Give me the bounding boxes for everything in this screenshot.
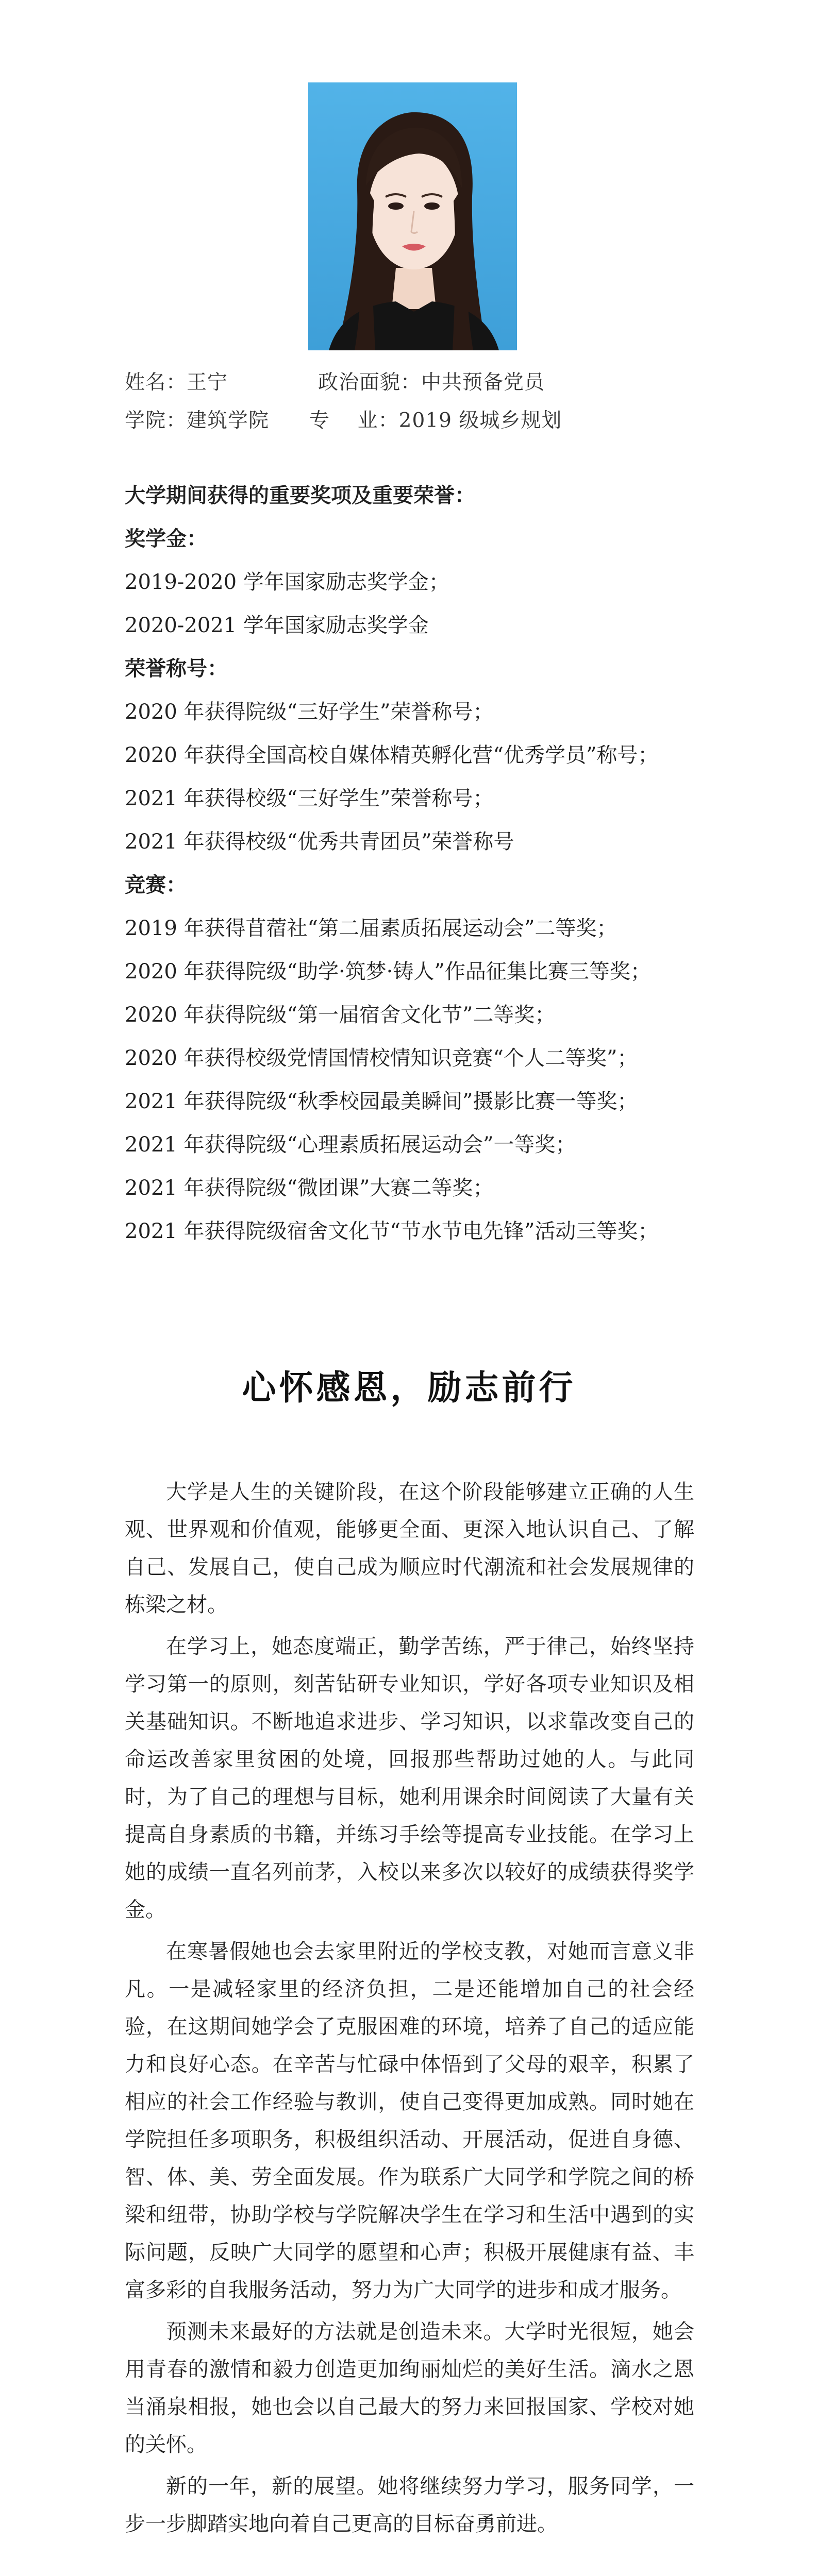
honor-item: 2020 年获得院级“三好学生”荣誉称号； xyxy=(125,700,494,724)
honor-item: 2021 年获得校级“优秀共青团员”荣誉称号 xyxy=(125,830,514,854)
honor-heading: 荣誉称号： xyxy=(125,656,228,681)
competition-item: 2020 年获得院级“第一届宿舍文化节”二等奖； xyxy=(125,1003,556,1027)
competition-item: 2020 年获得校级党情国情校情知识竞赛“个人二等奖”； xyxy=(125,1046,638,1070)
article-body xyxy=(125,1473,694,2547)
college-value: 建筑学院 xyxy=(187,409,270,432)
article-paragraph: 在寒暑假她也会去家里附近的学校支教，对她而言意义非凡。一是减轻家里的经济负担，二是还能增加自己的社会经验，在这期间她学会了克服困难的环境，培养了自己的适应能力和良好心态。在辛苦与忙碌中体悟到了父母的艰辛，积累了相应的社会工作经验与教训，使自己变得更加成熟。同时她在学院担任多项职务，积极组织活动、开展活动，促进自身德、智、体、美、劳全面发展。作为联系广大同学和学院之间的桥梁和纽带，协助学校与学院解决学生在学习和生活中遇到的实际问题，反映广大同学的愿望和心声；积极开展健康有益、丰富多彩的自我服务活动，努力为广大同学的进步和成才服务。 xyxy=(125,1940,694,2302)
article-paragraph: 在学习上，她态度端正，勤学苦练，严于律己，始终坚持学习第一的原则，刻苦钻研专业知识，学好各项专业知识及相关基础知识。不断地追求进步、学习知识，以求靠改变自己的命运改善家里贫困的处境，回报那些帮助过她的人。与此同时，为了自己的理想与目标，她利用课余时间阅读了大量有关提高自身素质的书籍，并练习手绘等提高专业技能。在学习上她的成绩一直名列前茅，入校以来多次以较好的成绩获得奖学金。 xyxy=(125,1635,694,1922)
awards-section xyxy=(125,474,702,1253)
article-title: 心怀感恩，励志前行 xyxy=(242,1367,576,1408)
honor-item: 2020 年获得全国高校自媒体精英孵化营“优秀学员”称号； xyxy=(125,743,659,767)
scholarship-heading: 奖学金： xyxy=(125,527,207,551)
article-paragraph: 新的一年，新的展望。她将继续努力学习，服务同学，一步一步脚踏实地向着自己更高的目标奋勇前进。 xyxy=(125,2475,694,2536)
competition-item: 2021 年获得院级“心理素质拓展运动会”一等奖； xyxy=(125,1133,576,1157)
name-label: 姓名： xyxy=(125,371,187,394)
awards-title: 大学期间获得的重要奖项及重要荣誉： xyxy=(125,483,475,507)
scholarship-item: 2019-2020 学年国家励志奖学金； xyxy=(125,570,449,594)
scholarship-item: 2020-2021 学年国家励志奖学金 xyxy=(125,614,429,637)
competition-item: 2019 年获得苜蓿社“第二届素质拓展运动会”二等奖； xyxy=(125,917,617,940)
competition-item: 2021 年获得院级“秋季校园最美瞬间”摄影比赛一等奖； xyxy=(125,1090,638,1113)
competition-heading: 竞赛： xyxy=(125,873,187,897)
honor-item: 2021 年获得校级“三好学生”荣誉称号； xyxy=(125,787,494,810)
portrait-photo xyxy=(308,82,517,350)
competition-item: 2021 年获得院级“微团课”大赛二等奖； xyxy=(125,1176,494,1200)
article-paragraph: 大学是人生的关键阶段，在这个阶段能够建立正确的人生观、世界观和价值观，能够更全面、更深入地认识自己、了解自己、发展自己，使自己成为顺应时代潮流和社会发展规律的栋梁之材。 xyxy=(125,1480,694,1617)
competition-item: 2021 年获得院级宿舍文化节“节水节电先锋”活动三等奖； xyxy=(125,1219,659,1243)
major-label: 专 业： xyxy=(309,409,399,432)
article-paragraph: 预测未来最好的方法就是创造未来。大学时光很短，她会用青春的激情和毅力创造更加绚丽灿烂的美好生活。滴水之恩当涌泉相报，她也会以自己最大的努力来回报国家、学校对她的关怀。 xyxy=(125,2320,694,2456)
name-value: 王宁 xyxy=(187,371,228,394)
major-value: 2019 级城乡规划 xyxy=(398,409,562,432)
profile-line-2 xyxy=(125,407,562,435)
politics-label: 政治面貌： xyxy=(318,371,422,394)
politics-value: 中共预备党员 xyxy=(421,371,545,394)
profile-line-1 xyxy=(125,369,545,397)
competition-item: 2020 年获得院级“助学·筑梦·铸人”作品征集比赛三等奖； xyxy=(125,960,651,984)
college-label: 学院： xyxy=(125,409,187,432)
